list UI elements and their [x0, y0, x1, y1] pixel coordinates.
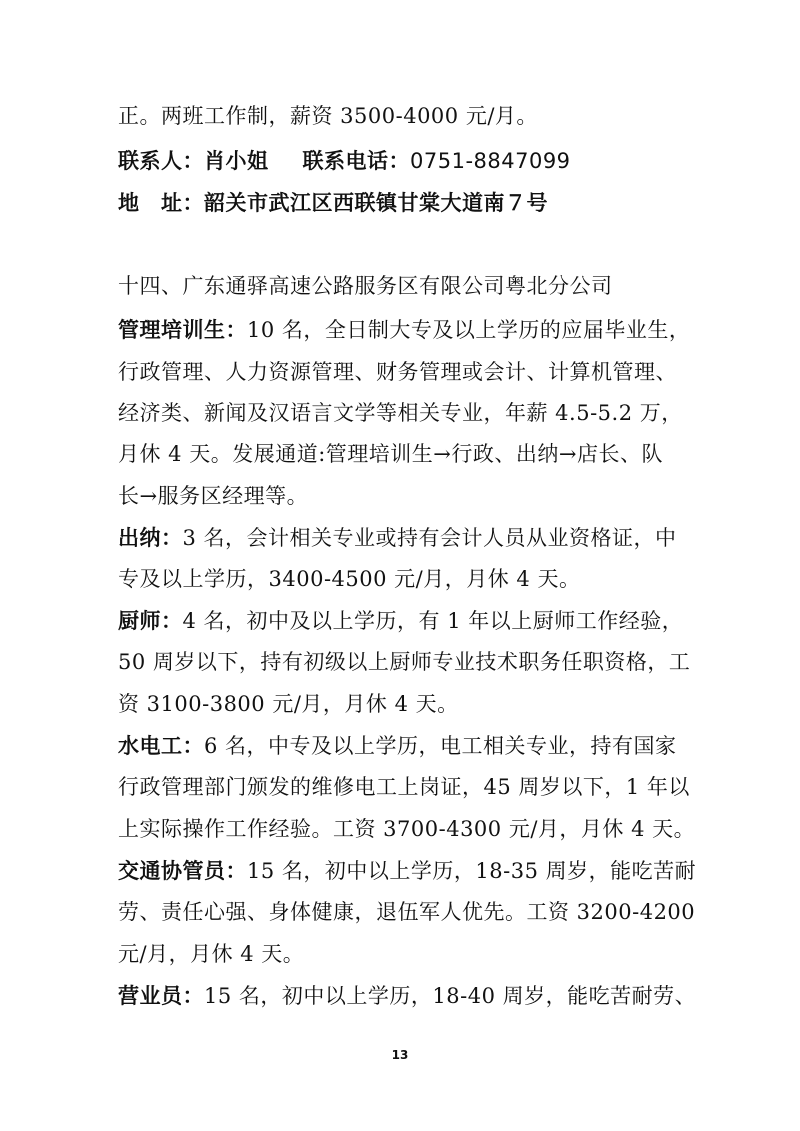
- job-title: 厨师：: [118, 609, 183, 633]
- job-line: 专及以上学历，3400-4500 元/月，月休 4 天。: [118, 567, 581, 591]
- job-line: 经济类、新闻及汉语言文学等相关专业，年薪 4.5-5.2 万，: [118, 401, 683, 425]
- job-title: 管理培训生：: [118, 318, 247, 342]
- job-line: 行政管理、人力资源管理、财务管理或会计、计算机管理、: [118, 360, 677, 384]
- job-line: 长→服务区经理等。: [118, 484, 309, 508]
- job-line: 劳、责任心强、身体健康，退伍军人优先。工资 3200-4200: [118, 900, 696, 924]
- job-title: 营业员：: [118, 984, 204, 1008]
- job-line: [118, 732, 677, 760]
- job-text: 10 名，全日制大专及以上学历的应届毕业生，: [247, 318, 691, 342]
- job-line: 月休 4 天。发展通道:管理培训生→行政、出纳→店长、队: [118, 442, 663, 466]
- contact-person: 联系人：肖小姐: [118, 149, 269, 173]
- job-line: [118, 982, 696, 1010]
- body-line: 正。两班工作制，薪资 3500-4000 元/月。: [118, 104, 538, 128]
- contact-phone-label: 联系电话：: [302, 149, 410, 173]
- job-title: 交通协管员：: [118, 859, 247, 883]
- job-line: [118, 316, 690, 344]
- page-number: 13: [391, 1048, 409, 1062]
- job-line: [118, 857, 696, 885]
- contact-phone: 0751-8847099: [410, 149, 571, 173]
- job-text: 15 名，初中以上学历，18-35 周岁，能吃苦耐: [247, 859, 697, 883]
- job-line: [118, 524, 677, 552]
- job-text: 6 名，中专及以上学历，电工相关专业，持有国家: [204, 734, 677, 758]
- job-title: 出纳：: [118, 526, 183, 550]
- job-text: 3 名，会计相关专业或持有会计人员从业资格证，中: [182, 526, 677, 550]
- job-line: 上实际操作工作经验。工资 3700-4300 元/月，月休 4 天。: [118, 817, 696, 841]
- job-line: 元/月，月休 4 天。: [118, 942, 305, 966]
- contact-line: [118, 147, 571, 175]
- job-text: 4 名，初中及以上学历，有 1 年以上厨师工作经验，: [182, 609, 684, 633]
- section-title: 十四、广东通驿高速公路服务区有限公司粤北分公司: [118, 274, 613, 298]
- job-line: 50 周岁以下，持有初级以上厨师专业技术职务任职资格，工: [118, 650, 691, 674]
- address-line: 地 址：韶关市武江区西联镇甘棠大道南７号: [118, 191, 548, 215]
- job-line: [118, 607, 683, 635]
- job-title: 水电工：: [118, 734, 204, 758]
- job-line: 资 3100-3800 元/月，月休 4 天。: [118, 692, 459, 716]
- job-text: 15 名，初中以上学历，18-40 周岁，能吃苦耐劳、: [204, 984, 697, 1008]
- job-line: 行政管理部门颁发的维修电工上岗证，45 周岁以下，1 年以: [118, 775, 690, 799]
